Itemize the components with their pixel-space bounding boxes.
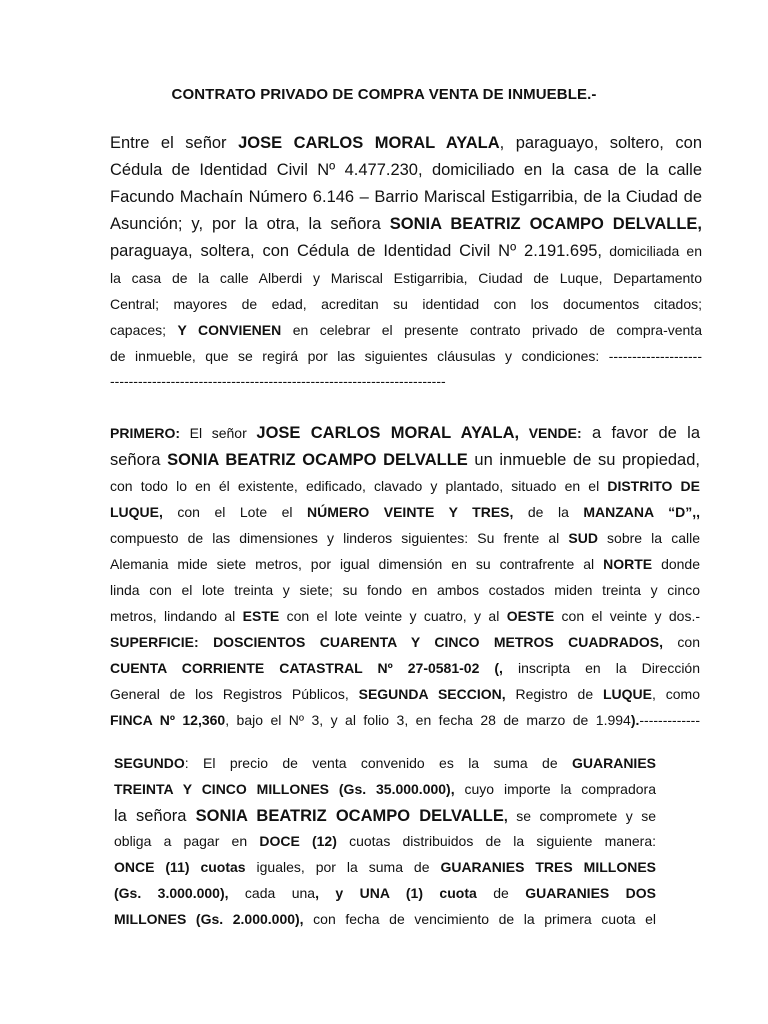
bold-text: , y UNA (1) cuota (315, 885, 477, 901)
text-line: Cédula de Identidad Civil Nº 4.477.230, domiciliado en la casa de la calle (110, 161, 702, 179)
bold-text: ). (630, 712, 640, 728)
text-run: domiciliada en (602, 243, 703, 259)
text-line (110, 712, 700, 732)
text-run: cuotas distribuidos de la siguiente manera: (336, 833, 656, 849)
text-run: un inmueble de su propiedad, (467, 451, 700, 469)
text-run: con el veinte y dos.- (554, 608, 700, 624)
text-run: de la (513, 504, 584, 520)
text-line (110, 504, 700, 524)
text-line: ------------------------------------------------------------------------ (110, 373, 446, 389)
text-run: con todo lo en él existente, edificado, clavado y plantado, situado en el (110, 478, 608, 494)
bold-text: SEGUNDA SECCION, (358, 686, 506, 702)
text-line (110, 134, 702, 154)
text-line: linda con el lote treinta y siete; su fondo en ambos costados miden treinta y cinco (110, 582, 700, 598)
text-line: Central; mayores de edad, acreditan su identidad con los documentos citados; (110, 296, 702, 312)
text-run: Registro de (505, 686, 603, 702)
text-run: cuyo importe la compradora (454, 781, 656, 797)
bold-text: FINCA Nº 12,360 (110, 712, 226, 728)
text-line (114, 807, 656, 827)
document-title: CONTRATO PRIVADO DE COMPRA VENTA DE INMUEBLE.- (171, 86, 597, 103)
bold-text: SUD (568, 530, 598, 546)
text-run: se compromete y se (507, 808, 656, 824)
bold-text: LUQUE (603, 686, 652, 702)
text-run: de (476, 885, 526, 901)
text-run: compuesto de las dimensiones y linderos siguientes: Su frente al (110, 530, 569, 546)
text-run: El señor (180, 425, 257, 441)
text-run: obliga a pagar en (114, 833, 260, 849)
party-name: SONIA BEATRIZ OCAMPO DELVALLE, (389, 215, 702, 233)
bold-text: DISTRITO DE (607, 478, 700, 494)
text-line (110, 322, 702, 342)
text-run: con fecha de vencimiento de la primera cuota el (303, 911, 657, 927)
bold-text: (Gs. 3.000.000), (114, 885, 229, 901)
text-line (110, 608, 700, 628)
text-line (110, 556, 700, 576)
text-run: iguales, por la suma de (245, 859, 441, 875)
bold-text: TREINTA Y CINCO MILLONES (Gs. 35.000.000), (114, 781, 455, 797)
text-run: Alemania mide siete metros, por igual dimensión en su contrafrente al (110, 556, 604, 572)
text-line (110, 530, 700, 550)
text-line (110, 424, 700, 444)
bold-text: GUARANIES DOS (525, 885, 657, 901)
text-line (110, 686, 700, 706)
bold-text: OESTE (506, 608, 555, 624)
text-line (114, 911, 656, 931)
text-line: la casa de la calle Alberdi y Mariscal Estigarribia, Ciudad de Luque, Departamento (110, 270, 702, 286)
party-name: SONIA BEATRIZ OCAMPO DELVALLE (167, 451, 468, 469)
text-line: de inmueble, que se regirá por las siguientes cláusulas y condiciones: -------------------- (110, 348, 702, 364)
bold-text: MANZANA “D”,, (583, 504, 701, 520)
party-name: JOSE CARLOS MORAL AYALA, (256, 424, 520, 442)
text-line (114, 781, 656, 801)
text-run: con el lote veinte y cuatro, y al (279, 608, 507, 624)
bold-text: MILLONES (Gs. 2.000.000), (114, 911, 304, 927)
text-run: metros, lindando al (110, 608, 243, 624)
text-run: capaces; (110, 322, 178, 338)
text-run: paraguaya, soltera, con Cédula de Identidad Civil Nº 2.191.695, (110, 242, 603, 260)
text-line (110, 660, 700, 680)
clause-label: PRIMERO: (110, 425, 180, 441)
text-run: Asunción; y, por la otra, la señora (110, 215, 390, 233)
bold-text: GUARANIES (571, 755, 656, 771)
bold-text: ONCE (11) cuotas (114, 859, 246, 875)
bold-text: NORTE (603, 556, 653, 572)
text-run: inscripta en la Dirección (502, 660, 700, 676)
text-line (110, 478, 700, 498)
text-run: donde (652, 556, 700, 572)
text-run: , como (652, 686, 701, 702)
bold-text: VENDE: (519, 425, 582, 441)
bold-text: SUPERFICIE: DOSCIENTOS CUARENTA Y CINCO METROS CUADRADOS, (110, 634, 664, 650)
text-run: cada una (228, 885, 316, 901)
text-run: con el Lote el (162, 504, 308, 520)
bold-text: NÚMERO VEINTE Y TRES, (307, 504, 514, 520)
text-run: sobre la calle (597, 530, 700, 546)
bold-text: ESTE (242, 608, 280, 624)
text-line (114, 859, 656, 879)
text-run: , bajo el Nº 3, y al folio 3, en fecha 28 de marzo de 1.994 (225, 712, 631, 728)
bold-text: DOCE (12) (259, 833, 337, 849)
bold-text: LUQUE, (110, 504, 163, 520)
text-run: : El precio de venta convenido es la suma de (184, 755, 572, 771)
text-line (110, 242, 702, 262)
party-name: SONIA BEATRIZ OCAMPO DELVALLE (195, 807, 504, 825)
text-line (110, 634, 700, 654)
text-line (114, 885, 656, 905)
text-run: la señora (114, 807, 196, 825)
bold-text: Y CONVIENEN (177, 322, 282, 338)
bold-text: CUENTA CORRIENTE CATASTRAL Nº 27-0581-02 (, (110, 660, 503, 676)
text-run: señora (110, 451, 168, 469)
text-line (114, 833, 656, 853)
text-line (110, 215, 702, 235)
text-run: a favor de la (581, 424, 701, 442)
text-line: Facundo Machaín Número 6.146 – Barrio Mariscal Estigarribia, de la Ciudad de (110, 188, 702, 206)
clause-label: SEGUNDO (114, 755, 185, 771)
text-run: con (663, 634, 700, 650)
bold-text: , (503, 808, 508, 824)
text-run: en celebrar el presente contrato privado de compra-venta (281, 322, 702, 338)
text-run: Entre el señor (110, 134, 239, 152)
bold-text: GUARANIES TRES MILLONES (440, 859, 656, 875)
text-run: , paraguayo, soltero, con (499, 134, 702, 152)
text-run: General de los Registros Públicos, (110, 686, 359, 702)
text-run: ------------- (639, 712, 700, 728)
text-line (110, 451, 700, 471)
party-name: JOSE CARLOS MORAL AYALA (238, 134, 500, 152)
text-line (114, 755, 656, 775)
